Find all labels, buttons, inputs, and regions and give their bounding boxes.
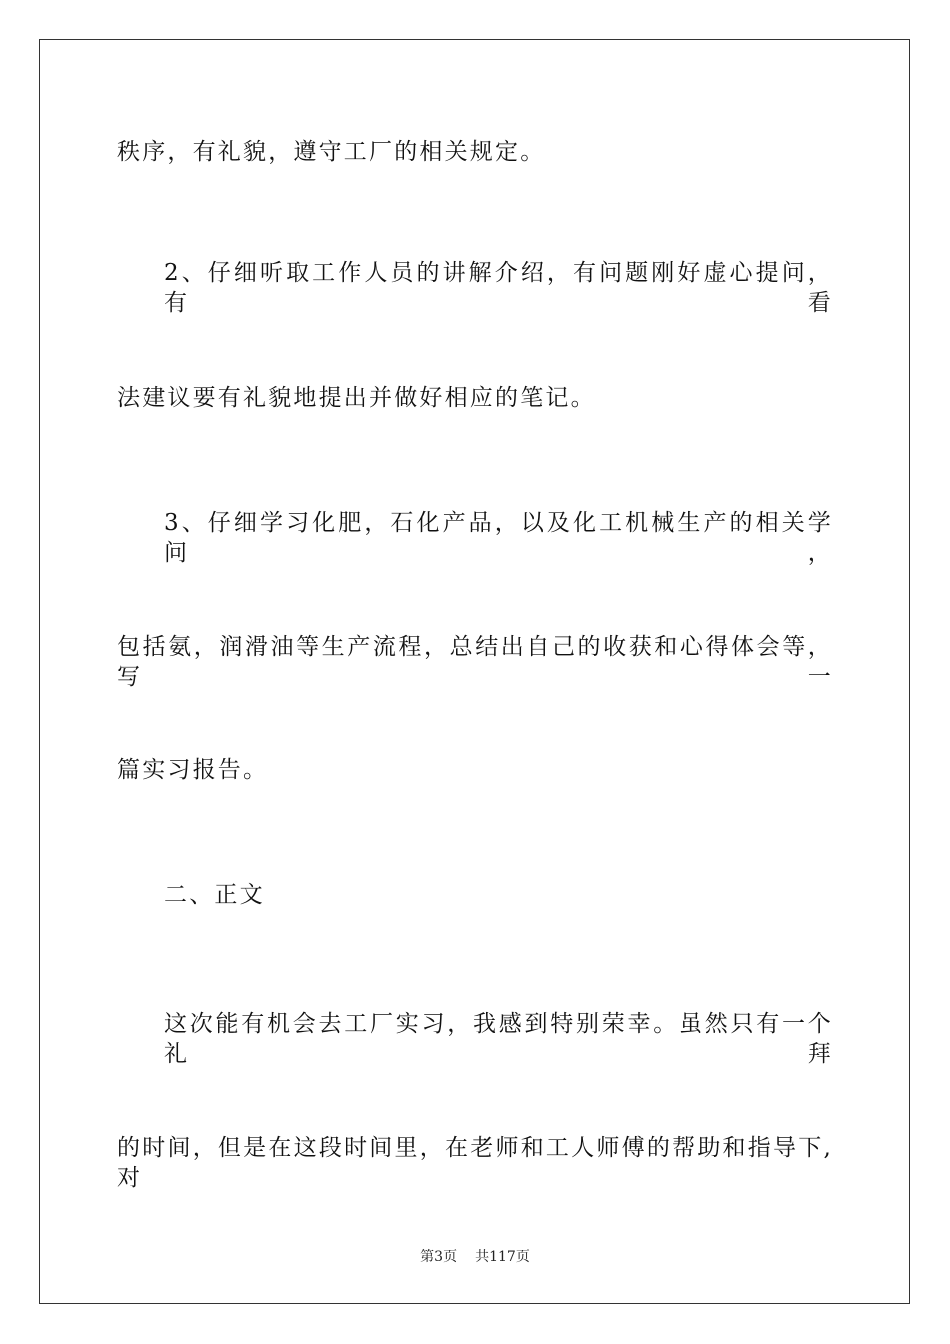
text-line-2: 2、仔细听取工作人员的讲解介绍，有问题刚好虚心提问，有看 (164, 260, 833, 316)
section-heading: 二、正文 (164, 882, 265, 908)
text-line-1: 秩序，有礼貌，遵守工厂的相关规定。 (117, 139, 546, 165)
text-line-6: 篇实习报告。 (117, 757, 269, 783)
text-line-3: 法建议要有礼貌地提出并做好相应的笔记。 (117, 385, 596, 411)
text-line-4: 3、仔细学习化肥，石化产品，以及化工机械生产的相关学问， (164, 510, 833, 566)
page-total: 共117页 (475, 1249, 530, 1265)
page-number: 第3页 (420, 1249, 458, 1265)
page-footer (0, 1247, 950, 1267)
text-line-8: 这次能有机会去工厂实习，我感到特别荣幸。虽然只有一个礼拜 (164, 1011, 833, 1067)
text-line-9: 的时间，但是在这段时间里，在老师和工人师傅的帮助和指导下,对 (117, 1135, 833, 1191)
text-line-5: 包括氨，润滑油等生产流程，总结出自己的收获和心得体会等，写一 (117, 634, 833, 690)
